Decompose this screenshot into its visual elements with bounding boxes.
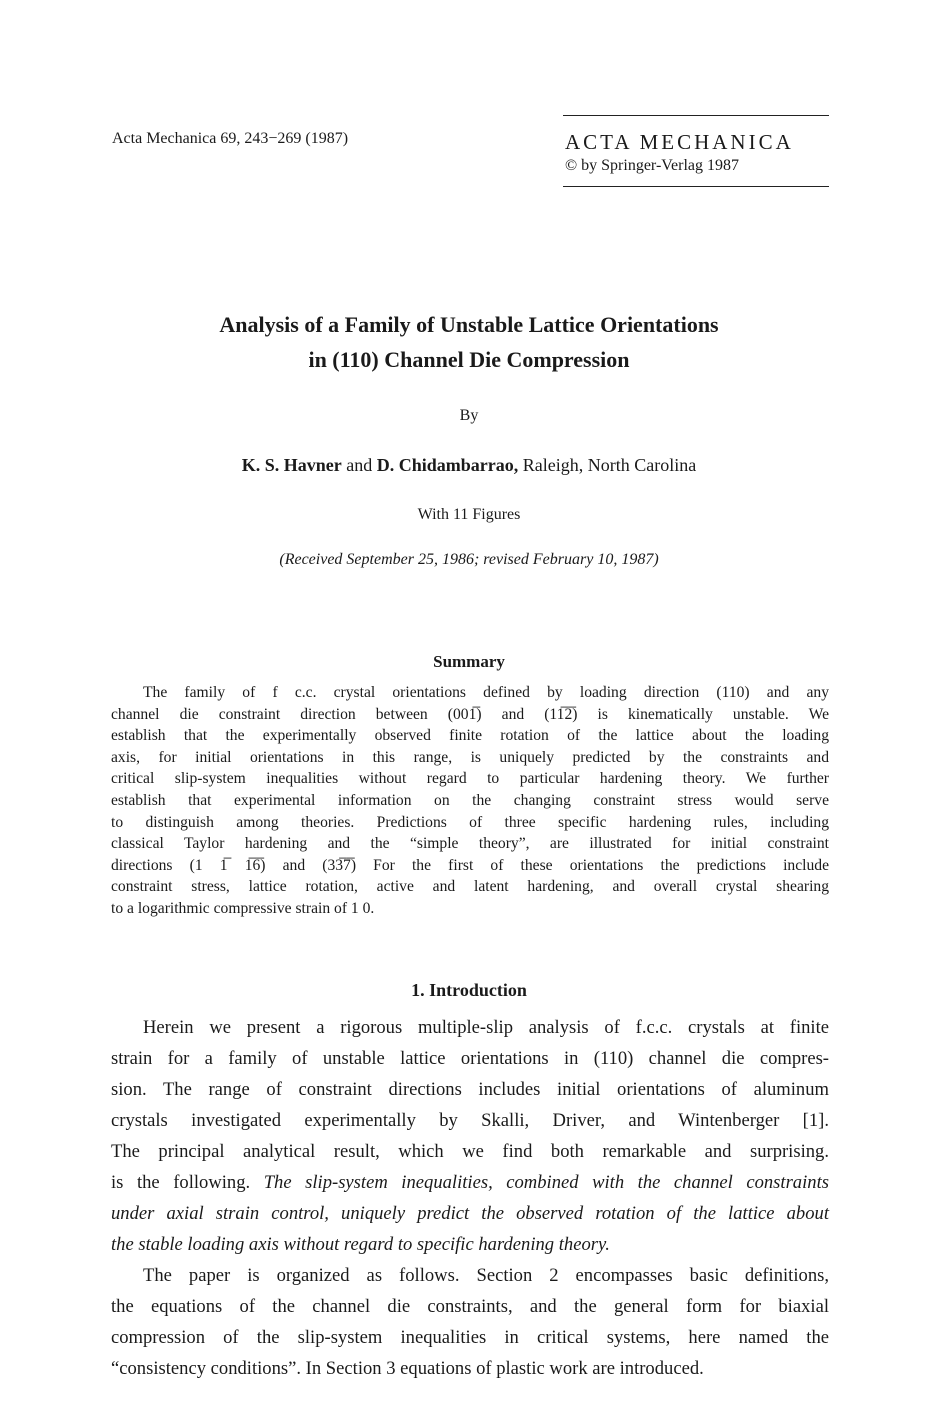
text-line: crystals investigated experimentally by Skalli, Driver, and Wintenberger [1]. (111, 1110, 829, 1131)
text-line: “consistency conditions”. In Section 3 equations of plastic work are introduced. (111, 1358, 704, 1379)
text-line: to distinguish among theories. Predictions of three specific hardening rules, including (111, 813, 829, 831)
introduction-heading: 1. Introduction (411, 980, 527, 1000)
paper-title (0, 307, 938, 377)
summary-heading: Summary (433, 652, 505, 671)
received-dates: (Received September 25, 1986; revised February 10, 1987) (279, 551, 659, 568)
italic-run: The slip-system inequalities, combined with the channel constraints (263, 1172, 829, 1193)
text-run: is the following. (111, 1172, 264, 1193)
author-2: D. Chidambarrao, (376, 455, 519, 475)
text-line: critical slip-system inequalities without regard to particular hardening theory. We further (111, 770, 829, 788)
text-line: Herein we present a rigorous multiple-slip analysis of f.c.c. crystals at finite (143, 1017, 829, 1038)
figure-count: With 11 Figures (417, 506, 521, 523)
text-line: directions (1 1̅ 1̅6̅) and (33̅7̅) For the first of these orientations the predictions include (111, 856, 829, 874)
title-line: Analysis of a Family of Unstable Lattice Orientations (219, 312, 719, 337)
header-rule-bottom (563, 186, 829, 187)
text-line: constraint stress, lattice rotation, active and latent hardening, and overall crystal shearing (111, 878, 829, 896)
author-1: K. S. Havner (241, 455, 342, 475)
copyright: © by Springer-Verlag 1987 (565, 157, 740, 174)
text-line: sion. The range of constraint directions includes initial orientations of aluminum (111, 1079, 829, 1100)
text-line: axis, for initial orientations in this range, is uniquely predicted by the constraints and (111, 748, 829, 766)
text-line (111, 1167, 829, 1198)
text-line: to a logarithmic compressive strain of 1 0. (111, 899, 375, 917)
text-line: establish that the experimentally observed finite rotation of the lattice about the loading (111, 727, 829, 745)
authors (0, 455, 938, 476)
citation: Acta Mechanica 69, 243−269 (1987) (112, 130, 349, 147)
text-line: classical Taylor hardening and the “simple theory”, are illustrated for initial constraint (111, 835, 829, 853)
location: Raleigh, North Carolina (518, 455, 697, 475)
title-line: in (110) Channel Die Compression (308, 347, 630, 372)
summary-text (111, 682, 829, 920)
text-line: under axial strain control, uniquely predict the observed rotation of the lattice about (111, 1203, 829, 1224)
text-line: The principal analytical result, which we find both remarkable and surprising. (111, 1141, 829, 1162)
journal-name: ACTA MECHANICA (565, 130, 794, 154)
text-line: The paper is organized as follows. Section 2 encompasses basic definitions, (143, 1265, 829, 1286)
introduction-text (111, 1012, 829, 1384)
header-rule-top (563, 115, 829, 116)
and-text: and (341, 455, 377, 475)
text-line: channel die constraint direction between (001̅) and (11̅2̅) is kinematically unstable. We (111, 705, 829, 723)
text-line: the equations of the channel die constraints, and the general form for biaxial (111, 1296, 829, 1317)
by-label: By (459, 407, 479, 424)
text-line: compression of the slip-system inequalities in critical systems, here named the (111, 1327, 829, 1348)
text-line: establish that experimental information on the changing constraint stress would serve (111, 791, 829, 809)
text-line: strain for a family of unstable lattice orientations in (110) channel die compres- (111, 1048, 829, 1069)
text-line: The family of f c.c. crystal orientations defined by loading direction (110) and any (143, 684, 829, 701)
text-line: the stable loading axis without regard to specific hardening theory. (111, 1234, 610, 1255)
